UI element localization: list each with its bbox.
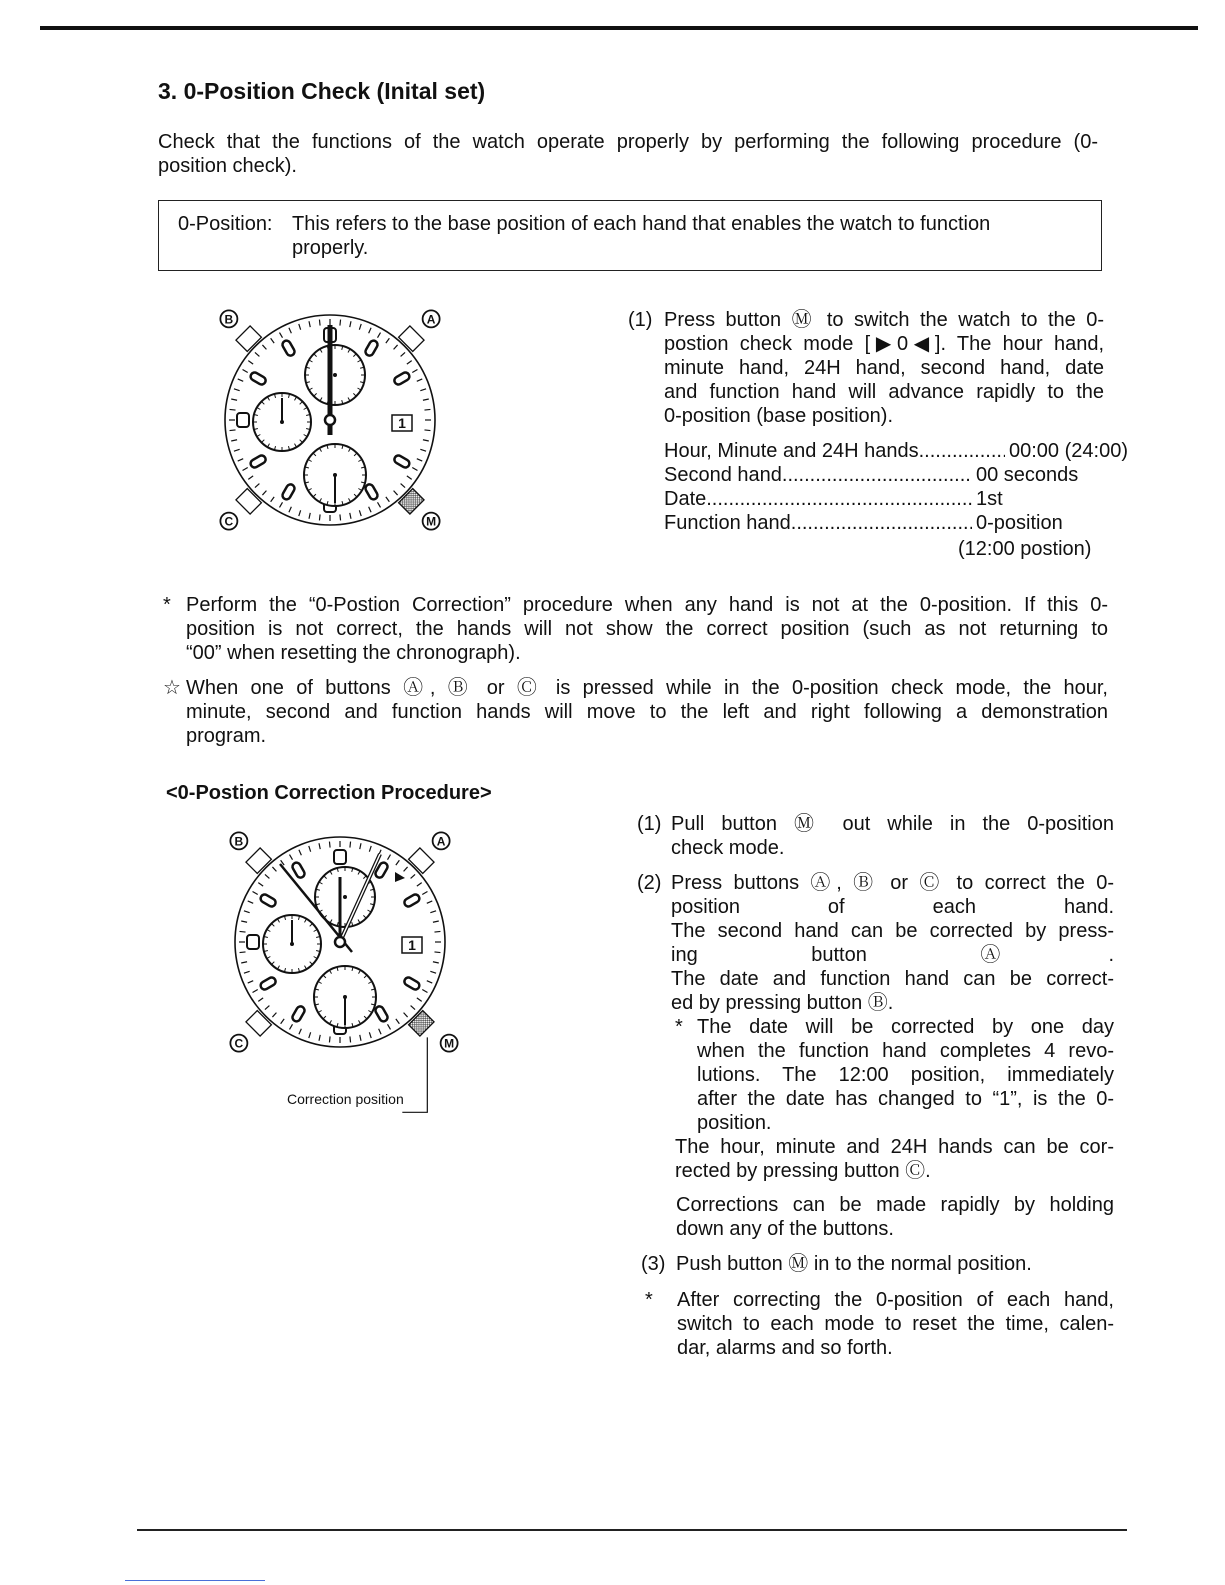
step-line: Push button Ⓜ in to the normal position. (676, 1253, 1032, 1275)
definition-term: 0-Position: (178, 213, 273, 235)
date-digit: 1 (408, 937, 416, 953)
row-value: 0-position (976, 512, 1063, 534)
table-row (664, 487, 972, 511)
button-b-label: B (234, 834, 244, 849)
minute-tick (340, 514, 341, 520)
watch-diagram-correction (190, 820, 510, 1120)
step-line: ed by pressing button Ⓑ. (671, 992, 894, 1014)
button-c-label: C (224, 514, 234, 529)
leader-dots (791, 511, 972, 535)
step-line: minute hand, 24H hand, second hand, date (664, 357, 1104, 379)
step-line: Press button Ⓜ to switch the watch to the 0- (664, 309, 1104, 331)
minute-tick (424, 409, 430, 410)
definition-text: properly. (292, 237, 369, 259)
step-number: (2) (637, 872, 662, 894)
table-row (664, 463, 972, 487)
minute-tick (240, 931, 246, 932)
date-digit: 1 (398, 415, 406, 431)
minute-tick (350, 842, 351, 848)
note-line: position is not correct, the hands will not show the correct position (such as not returning to (186, 618, 1108, 640)
row-value: 1st (976, 488, 1003, 510)
definition-text: This refers to the base position of each hand that enables the watch to function (292, 213, 991, 235)
minute-tick (434, 952, 440, 953)
minute-tick (350, 1036, 351, 1042)
subdial-pivot (333, 373, 337, 377)
note-mark: * (163, 594, 171, 616)
correction-caption: Correction position (287, 1091, 404, 1107)
step-line: postion check mode [▶0◀]. The hour hand, (664, 333, 1104, 355)
minute-tick (434, 931, 440, 932)
caption-leader-line (402, 1037, 427, 1112)
row-label: Function hand (664, 512, 791, 534)
minute-tick (424, 430, 430, 431)
step-line: after the date has changed to “1”, is the 0- (697, 1088, 1114, 1110)
row-value: 00:00 (24:00) (1009, 440, 1128, 462)
note-line: Perform the “0-Postion Correction” procedure when any hand is not at the 0-position. If this 0- (186, 594, 1108, 616)
step-line: dar, alarms and so forth. (677, 1337, 893, 1359)
row-label: Second hand (664, 464, 782, 486)
index-marker (237, 413, 249, 427)
minute-tick (329, 1036, 330, 1042)
step-line: down any of the buttons. (676, 1218, 894, 1240)
button-m-label: M (426, 514, 437, 529)
step-line: Corrections can be made rapidly by holding (676, 1194, 1114, 1216)
step-line: Press buttons Ⓐ, Ⓑ or Ⓒ to correct the 0- (671, 872, 1114, 894)
intro-line: Check that the functions of the watch operate properly by performing the following procedure (0- (158, 131, 1098, 153)
step-line: and function hand will advance rapidly to the (664, 381, 1104, 403)
leader-dots (782, 463, 972, 487)
step-line: position of each hand. (671, 896, 1114, 918)
step-line: rected by pressing button Ⓒ. (675, 1160, 931, 1182)
row-label: Hour, Minute and 24H hands (664, 440, 919, 462)
note-line: “00” when resetting the chronograph). (186, 642, 521, 664)
note-mark: ☆ (163, 677, 181, 699)
step-number: (3) (641, 1253, 666, 1275)
step-number: (1) (637, 813, 662, 835)
step-line: The second hand can be corrected by press- (671, 920, 1114, 942)
step-mark: * (645, 1289, 653, 1311)
index-marker (334, 850, 346, 864)
step-line: switch to each mode to reset the time, calen- (677, 1313, 1114, 1335)
button-c-label: C (234, 1036, 244, 1051)
watch-diagram-check (190, 300, 490, 540)
table-row (664, 439, 1005, 463)
correction-heading: <0-Postion Correction Procedure> (166, 782, 492, 804)
center-pivot (325, 415, 335, 425)
row-value: 00 seconds (976, 464, 1079, 486)
minute-tick (340, 320, 341, 326)
step-line: when the function hand completes 4 revo- (697, 1040, 1114, 1062)
step-line: ing button Ⓐ. (671, 944, 1114, 966)
minute-tick (319, 320, 320, 326)
minute-tick (240, 952, 246, 953)
step-line: Pull button Ⓜ out while in the 0-position (671, 813, 1114, 835)
row-label: Date (664, 488, 707, 510)
button-b-label: B (224, 312, 234, 327)
step-line: position. (697, 1112, 772, 1134)
step-line: 0-position (base position). (664, 405, 894, 427)
leader-dots (919, 439, 1005, 463)
leader-dots (706, 487, 972, 511)
minute-tick (329, 842, 330, 848)
step-line: The date will be corrected by one day (697, 1016, 1114, 1038)
index-marker (247, 935, 259, 949)
step-line: lutions. The 12:00 position, immediately (697, 1064, 1114, 1086)
bottom-rule (137, 1529, 1127, 1531)
section-title: 3. 0-Position Check (Inital set) (158, 78, 486, 104)
minute-tick (230, 430, 236, 431)
step-line: After correcting the 0-position of each hand, (677, 1289, 1114, 1311)
center-pivot (335, 937, 345, 947)
subdial-pivot (343, 895, 347, 899)
step-mark: * (675, 1016, 683, 1038)
minute-tick (319, 514, 320, 520)
button-m-label: M (444, 1036, 455, 1051)
link-underline (125, 1580, 265, 1581)
minute-tick (230, 409, 236, 410)
step-number: (1) (628, 309, 653, 331)
note-line: minute, second and function hands will move to the left and right following a demonstration (186, 701, 1108, 723)
top-rule (40, 26, 1198, 30)
note-line: program. (186, 725, 267, 747)
step-line: The hour, minute and 24H hands can be cor- (675, 1136, 1114, 1158)
step-line: The date and function hand can be correct- (671, 968, 1114, 990)
check-table-note: (12:00 postion) (958, 538, 1092, 560)
note-line: When one of buttons Ⓐ, Ⓑ or Ⓒ is pressed while in the 0-position check mode, the hour, (186, 677, 1108, 699)
table-row (664, 511, 972, 535)
button-a-label: A (436, 834, 446, 849)
step-line: check mode. (671, 837, 785, 859)
intro-line: position check). (158, 155, 297, 177)
button-a-label: A (426, 312, 436, 327)
